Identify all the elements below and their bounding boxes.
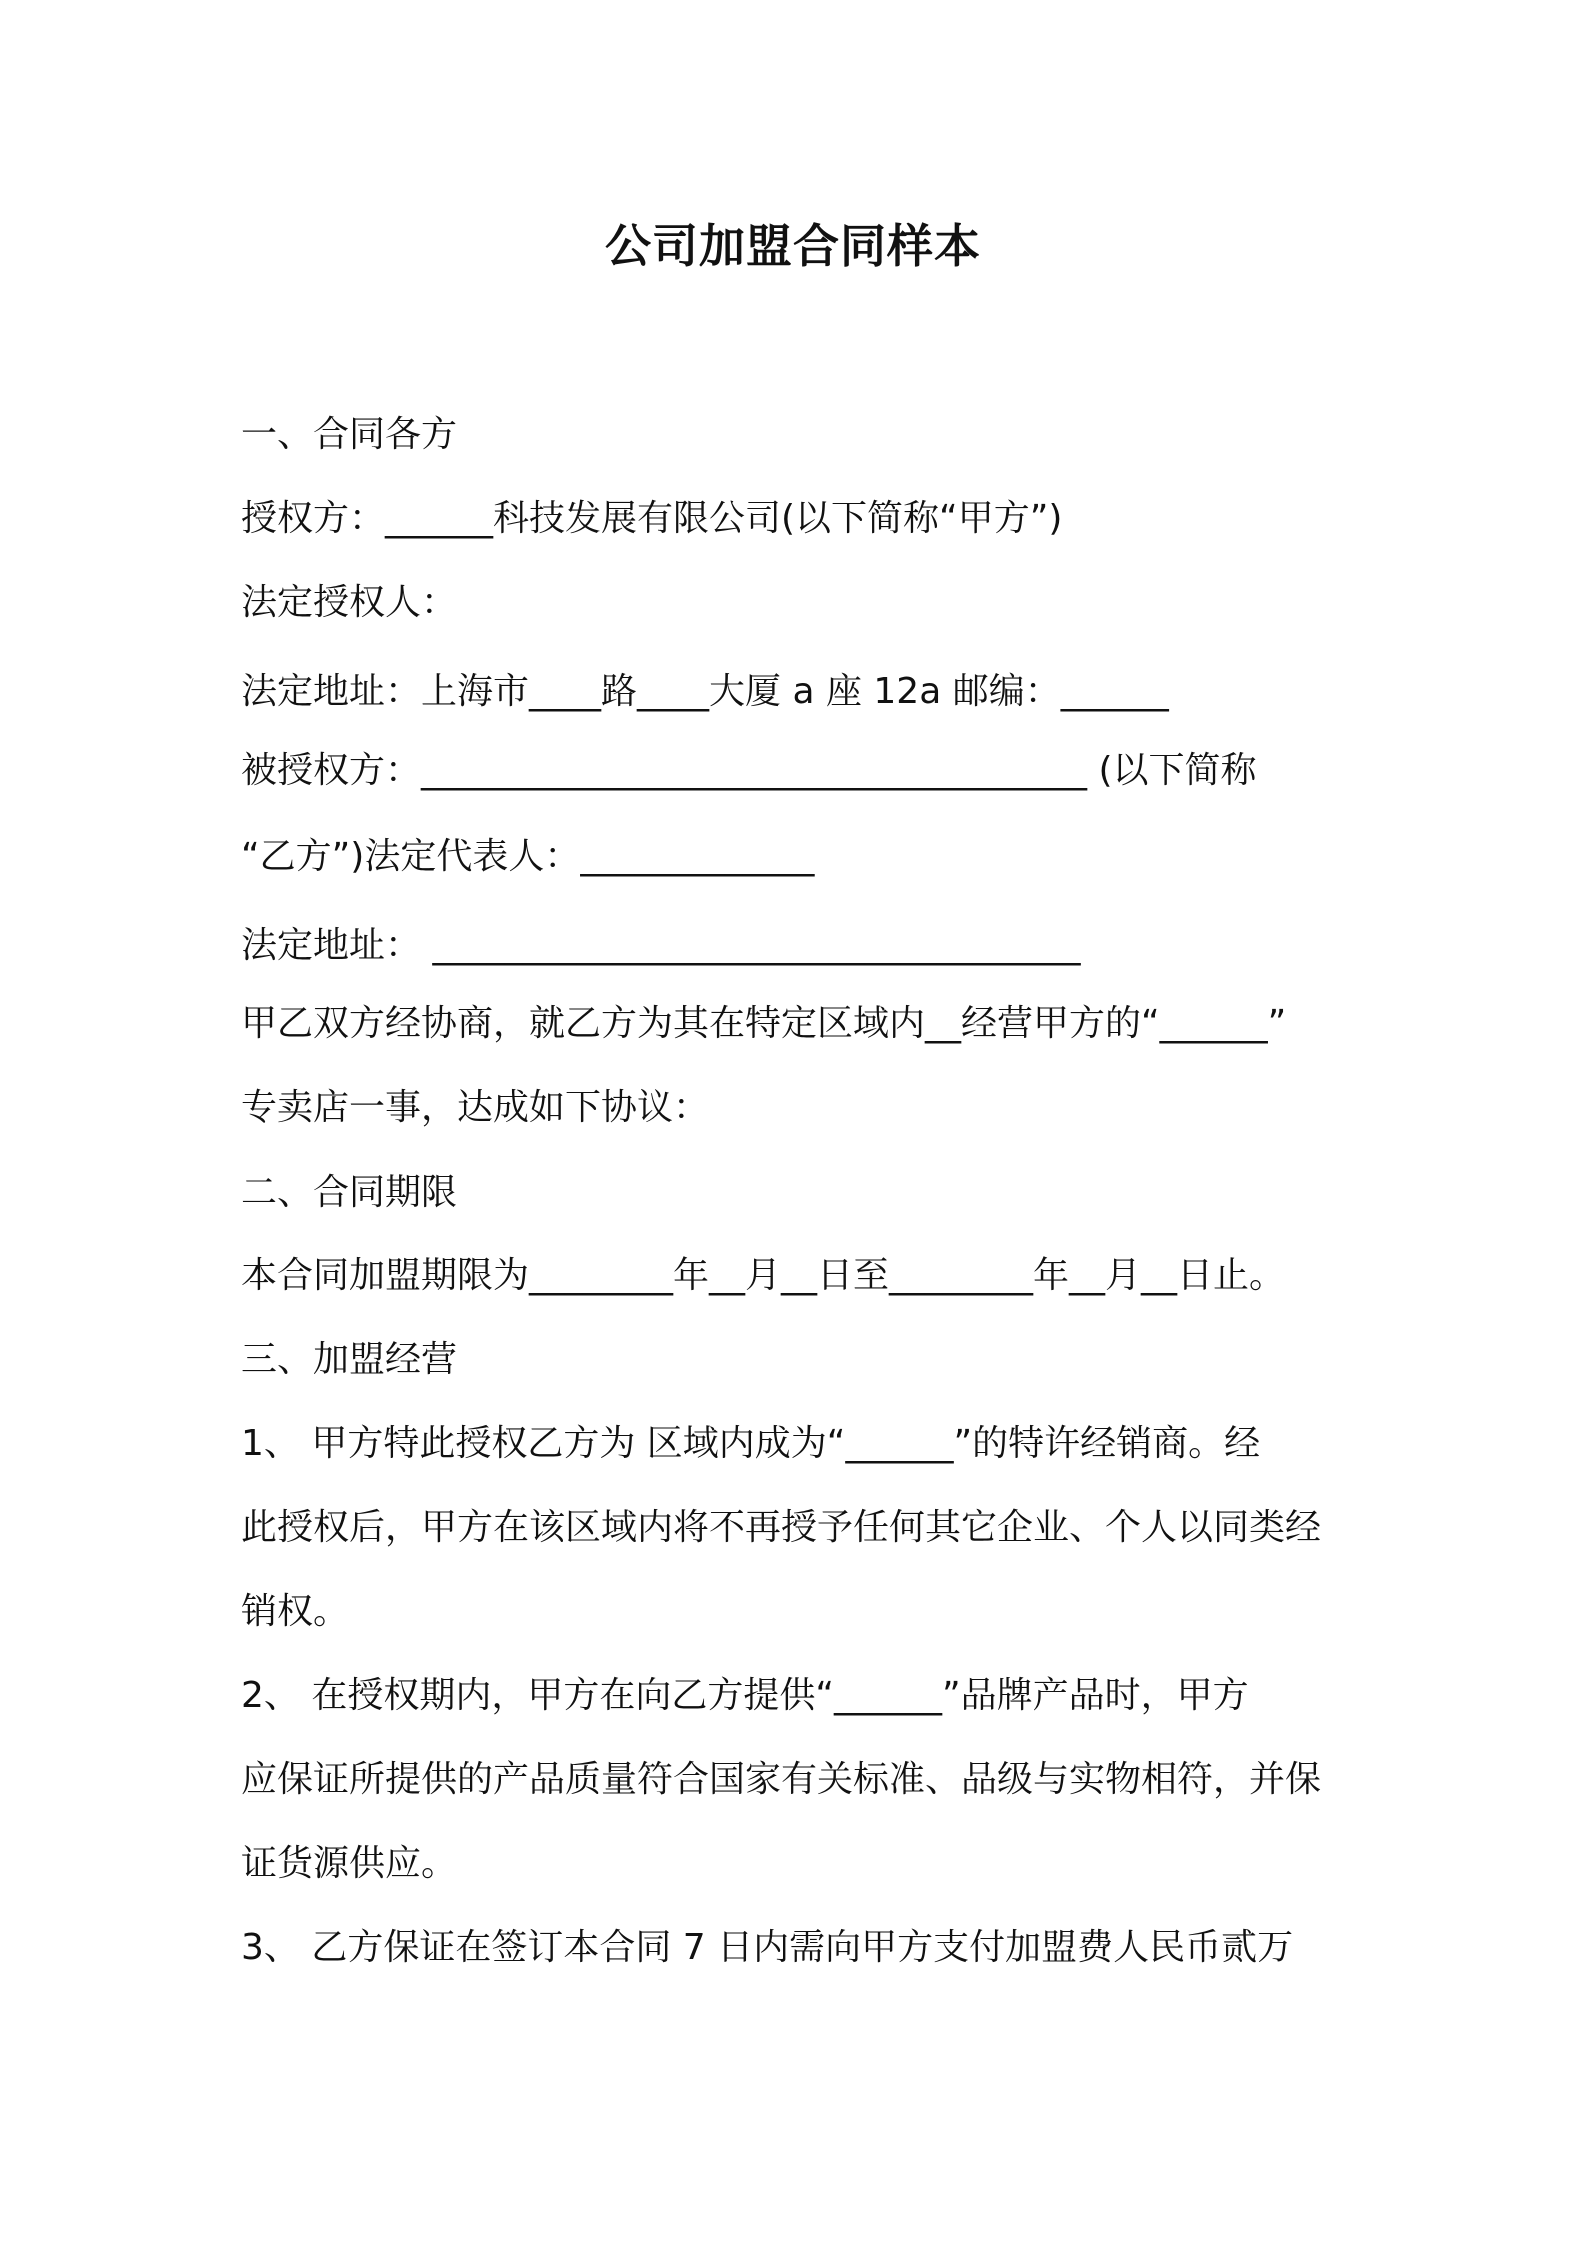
text-line: 被授权方：_____________________________________ (以下简称 bbox=[241, 750, 1257, 791]
text-line: 此授权后，甲方在该区域内将不再授予任何其它企业、个人以同类经 bbox=[241, 1507, 1322, 1548]
text-line: 甲乙双方经协商，就乙方为其在特定区域内__经营甲方的“______” bbox=[241, 1003, 1287, 1044]
text-line: 法定地址： ____________________________________ bbox=[241, 925, 1081, 966]
text-line: 1、 甲方特此授权乙方为 区域内成为“______”的特许经销商。经 bbox=[241, 1423, 1261, 1464]
text-line: 2、 在授权期内，甲方在向乙方提供“______”品牌产品时，甲方 bbox=[241, 1675, 1249, 1716]
text-line: 销权。 bbox=[241, 1591, 350, 1632]
text-line: 法定地址：上海市____路____大厦 a 座 12a 邮编：______ bbox=[241, 671, 1169, 712]
text-line: 授权方：______科技发展有限公司(以下简称“甲方”) bbox=[241, 498, 1063, 539]
section-heading-operation: 三、加盟经营 bbox=[241, 1339, 458, 1380]
text-line: 应保证所提供的产品质量符合国家有关标准、品级与实物相符，并保 bbox=[241, 1759, 1322, 1800]
text-line: “乙方”)法定代表人：_____________ bbox=[241, 836, 815, 877]
text-line: 法定授权人： bbox=[241, 582, 458, 623]
section-heading-parties: 一、合同各方 bbox=[241, 414, 458, 455]
text-line: 3、 乙方保证在签订本合同 7 日内需向甲方支付加盟费人民币贰万 bbox=[241, 1927, 1294, 1968]
text-line: 专卖店一事，达成如下协议： bbox=[241, 1087, 710, 1128]
text-line: 本合同加盟期限为________年__月__日至________年__月__日止。 bbox=[241, 1255, 1286, 1296]
text-line: 证货源供应。 bbox=[241, 1843, 458, 1884]
section-heading-term: 二、合同期限 bbox=[241, 1172, 458, 1213]
document-title: 公司加盟合同样本 bbox=[605, 219, 981, 273]
